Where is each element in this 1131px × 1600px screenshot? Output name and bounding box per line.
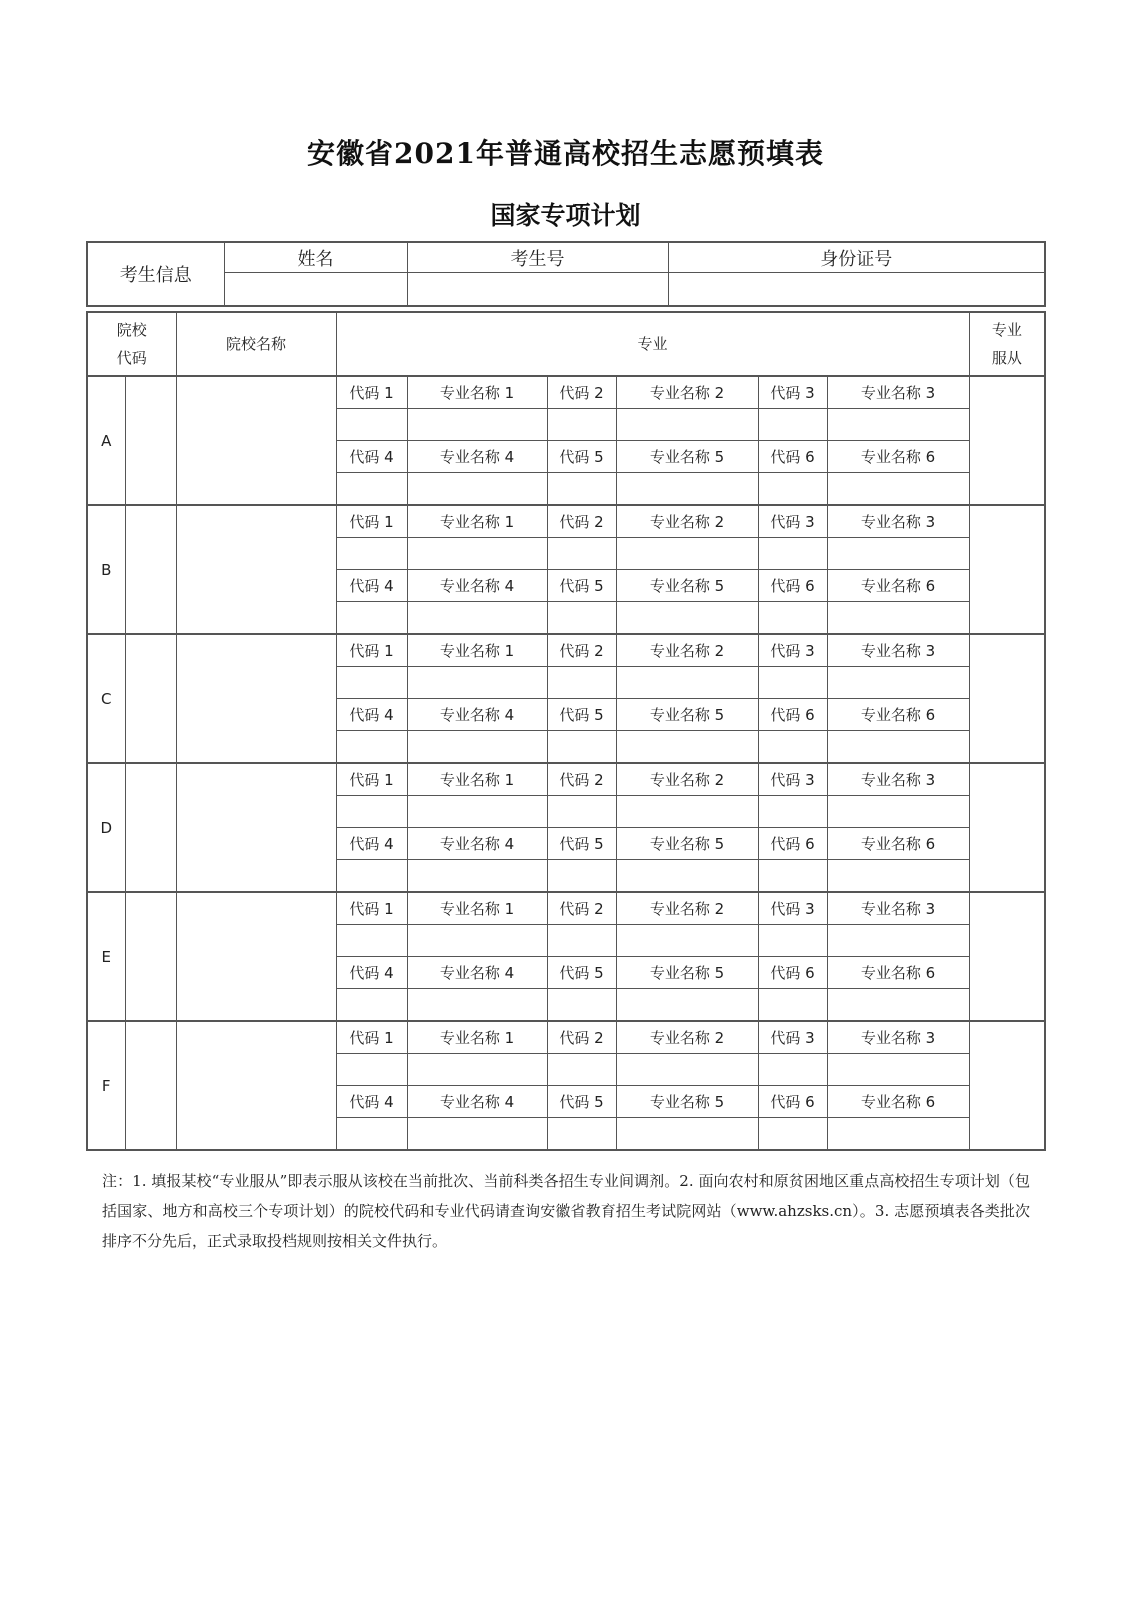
major-name-label: 专业名称 2 [616,763,758,796]
major-code-label: 代码 1 [336,763,407,796]
major-name-label: 专业名称 1 [407,1021,547,1054]
major-code-label: 代码 3 [758,505,827,538]
exam-number-field[interactable] [407,273,668,306]
major-name-label: 专业名称 1 [407,376,547,409]
obey-field[interactable] [969,376,1045,505]
choice-row [87,892,1045,925]
school-name-header: 院校名称 [176,312,336,376]
major-code-label: 代码 5 [547,570,616,602]
major-code-field[interactable] [547,602,616,635]
school-code-field[interactable] [125,505,176,634]
major-name-field[interactable] [407,731,547,764]
major-name-label: 专业名称 6 [827,699,969,731]
major-code-field[interactable] [336,1118,407,1151]
major-code-field[interactable] [336,1054,407,1086]
major-code-label: 代码 2 [547,634,616,667]
major-name-label: 专业名称 3 [827,763,969,796]
group-label: E [87,892,125,1021]
major-name-field[interactable] [616,989,758,1022]
major-code-label: 代码 2 [547,505,616,538]
major-code-field[interactable] [547,538,616,570]
major-code-field[interactable] [758,731,827,764]
major-name-label: 专业名称 4 [407,699,547,731]
major-code-field[interactable] [758,473,827,506]
major-name-label: 专业名称 3 [827,1021,969,1054]
major-name-field[interactable] [827,667,969,699]
major-name-label: 专业名称 3 [827,892,969,925]
major-code-field[interactable] [547,409,616,441]
major-code-field[interactable] [547,1054,616,1086]
major-name-label: 专业名称 2 [616,634,758,667]
school-name-field[interactable] [176,1021,336,1150]
major-code-field[interactable] [758,1118,827,1151]
major-code-field[interactable] [336,473,407,506]
major-name-label: 专业名称 5 [616,957,758,989]
major-code-field[interactable] [758,860,827,893]
page-title: 安徽省2021年普通高校招生志愿预填表 [307,137,824,170]
major-name-field[interactable] [616,667,758,699]
major-code-field[interactable] [547,989,616,1022]
major-name-label: 专业名称 2 [616,505,758,538]
major-name-label: 专业名称 5 [616,1086,758,1118]
major-code-field[interactable] [547,473,616,506]
major-code-label: 代码 1 [336,505,407,538]
major-name-label: 专业名称 4 [407,1086,547,1118]
major-code-field[interactable] [758,796,827,828]
major-name-field[interactable] [827,1054,969,1086]
school-name-field[interactable] [176,505,336,634]
major-name-field[interactable] [407,1054,547,1086]
student-info-label: 考生信息 [87,242,224,306]
major-name-label: 专业名称 5 [616,828,758,860]
major-name-field[interactable] [616,409,758,441]
major-name-label: 专业名称 6 [827,828,969,860]
school-name-field[interactable] [176,376,336,505]
major-code-label: 代码 2 [547,376,616,409]
major-name-label: 专业名称 1 [407,505,547,538]
group-label: F [87,1021,125,1150]
exam-number-header: 考生号 [407,242,668,273]
major-code-label: 代码 6 [758,441,827,473]
major-code-label: 代码 4 [336,957,407,989]
major-name-field[interactable] [616,1118,758,1151]
major-name-field[interactable] [616,925,758,957]
major-code-label: 代码 5 [547,957,616,989]
major-code-label: 代码 4 [336,1086,407,1118]
major-code-field[interactable] [758,989,827,1022]
major-code-field[interactable] [547,667,616,699]
major-name-field[interactable] [827,989,969,1022]
major-code-field[interactable] [547,925,616,957]
choice-row [87,634,1045,667]
major-name-field[interactable] [407,538,547,570]
major-code-field[interactable] [336,989,407,1022]
obey-field[interactable] [969,634,1045,763]
major-name-label: 专业名称 2 [616,1021,758,1054]
major-name-label: 专业名称 2 [616,376,758,409]
major-code-label: 代码 4 [336,570,407,602]
major-name-label: 专业名称 5 [616,699,758,731]
group-label: A [87,376,125,505]
choice-row [87,376,1045,409]
major-code-field[interactable] [336,409,407,441]
name-field[interactable] [224,273,407,306]
major-name-field[interactable] [616,1054,758,1086]
major-name-field[interactable] [407,602,547,635]
school-code-field[interactable] [125,634,176,763]
major-code-label: 代码 5 [547,1086,616,1118]
major-name-label: 专业名称 3 [827,376,969,409]
major-code-label: 代码 1 [336,892,407,925]
major-name-label: 专业名称 4 [407,441,547,473]
major-code-label: 代码 2 [547,892,616,925]
major-name-label: 专业名称 6 [827,957,969,989]
major-name-label: 专业名称 5 [616,441,758,473]
major-code-field[interactable] [336,860,407,893]
major-name-field[interactable] [407,473,547,506]
id-number-header: 身份证号 [668,242,1045,273]
major-code-label: 代码 5 [547,699,616,731]
school-name-field[interactable] [176,634,336,763]
major-code-field[interactable] [336,602,407,635]
major-code-field[interactable] [758,667,827,699]
choice-row [87,505,1045,538]
choices-table [86,311,1046,1151]
major-code-field[interactable] [336,538,407,570]
major-code-field[interactable] [336,796,407,828]
major-code-field[interactable] [547,1118,616,1151]
group-label: B [87,505,125,634]
major-code-field[interactable] [336,667,407,699]
major-code-label: 代码 6 [758,957,827,989]
major-code-field[interactable] [758,602,827,635]
major-name-field[interactable] [827,925,969,957]
obey-header: 专业 服从 [969,312,1045,376]
major-code-label: 代码 5 [547,441,616,473]
major-name-field[interactable] [616,602,758,635]
choice-row [87,763,1045,796]
obey-field[interactable] [969,763,1045,892]
major-code-label: 代码 6 [758,570,827,602]
major-name-label: 专业名称 4 [407,957,547,989]
id-number-field[interactable] [668,273,1045,306]
school-name-field[interactable] [176,892,336,1021]
major-name-label: 专业名称 5 [616,570,758,602]
major-code-label: 代码 6 [758,699,827,731]
major-name-field[interactable] [616,860,758,893]
major-name-field[interactable] [827,796,969,828]
major-name-label: 专业名称 6 [827,441,969,473]
obey-field[interactable] [969,505,1045,634]
school-name-field[interactable] [176,763,336,892]
major-name-field[interactable] [827,538,969,570]
major-name-label: 专业名称 3 [827,634,969,667]
group-label: C [87,634,125,763]
major-code-label: 代码 4 [336,699,407,731]
group-label: D [87,763,125,892]
major-code-field[interactable] [758,1054,827,1086]
major-code-label: 代码 3 [758,1021,827,1054]
major-name-label: 专业名称 6 [827,570,969,602]
major-code-field[interactable] [336,731,407,764]
major-code-label: 代码 4 [336,828,407,860]
major-name-field[interactable] [407,925,547,957]
major-name-field[interactable] [407,1118,547,1151]
major-code-label: 代码 3 [758,763,827,796]
major-name-label: 专业名称 3 [827,505,969,538]
major-code-label: 代码 6 [758,1086,827,1118]
major-name-field[interactable] [827,731,969,764]
major-name-field[interactable] [616,731,758,764]
school-code-field[interactable] [125,1021,176,1150]
school-code-header: 院校 代码 [87,312,176,376]
page-subtitle: 国家专项计划 [490,201,641,230]
school-code-field[interactable] [125,376,176,505]
major-name-label: 专业名称 4 [407,828,547,860]
major-name-field[interactable] [827,1118,969,1151]
major-name-field[interactable] [407,667,547,699]
student-info-table [86,241,1046,307]
major-code-field[interactable] [547,796,616,828]
major-name-field[interactable] [827,409,969,441]
major-code-label: 代码 3 [758,376,827,409]
major-name-field[interactable] [616,473,758,506]
major-name-label: 专业名称 2 [616,892,758,925]
major-code-label: 代码 2 [547,1021,616,1054]
major-name-field[interactable] [407,796,547,828]
major-code-field[interactable] [758,409,827,441]
major-code-label: 代码 3 [758,634,827,667]
major-code-label: 代码 6 [758,828,827,860]
major-name-field[interactable] [827,473,969,506]
major-code-field[interactable] [758,925,827,957]
major-name-label: 专业名称 4 [407,570,547,602]
major-name-field[interactable] [827,602,969,635]
major-code-label: 代码 1 [336,376,407,409]
major-code-label: 代码 3 [758,892,827,925]
obey-field[interactable] [969,1021,1045,1150]
major-name-label: 专业名称 1 [407,634,547,667]
major-name-label: 专业名称 1 [407,763,547,796]
major-code-field[interactable] [547,860,616,893]
major-code-field[interactable] [547,731,616,764]
school-code-field[interactable] [125,763,176,892]
major-name-field[interactable] [407,409,547,441]
major-header: 专业 [336,312,969,376]
footnote: 注：1. 填报某校“专业服从”即表示服从该校在当前批次、当前科类各招生专业间调剂。2. 面向农村和原贫困地区重点高校招生专项计划（包括国家、地方和高校三个专项计划）的院校代码和专业代码请查询安徽省教育招生考试院网站（www.ahzsks.cn）。3. 志愿预填表各类批次排序不分先后，正式录取投档规则按相关文件执行。 [102,1172,1030,1250]
obey-field[interactable] [969,892,1045,1021]
major-code-label: 代码 1 [336,1021,407,1054]
major-code-label: 代码 2 [547,763,616,796]
major-name-field[interactable] [407,989,547,1022]
school-code-field[interactable] [125,892,176,1021]
major-name-field[interactable] [616,796,758,828]
major-name-label: 专业名称 6 [827,1086,969,1118]
major-name-label: 专业名称 1 [407,892,547,925]
major-name-field[interactable] [616,538,758,570]
major-code-label: 代码 4 [336,441,407,473]
major-name-field[interactable] [827,860,969,893]
major-code-field[interactable] [336,925,407,957]
name-header: 姓名 [224,242,407,273]
major-code-label: 代码 5 [547,828,616,860]
major-code-field[interactable] [758,538,827,570]
major-code-label: 代码 1 [336,634,407,667]
major-name-field[interactable] [407,860,547,893]
choice-row [87,1021,1045,1054]
